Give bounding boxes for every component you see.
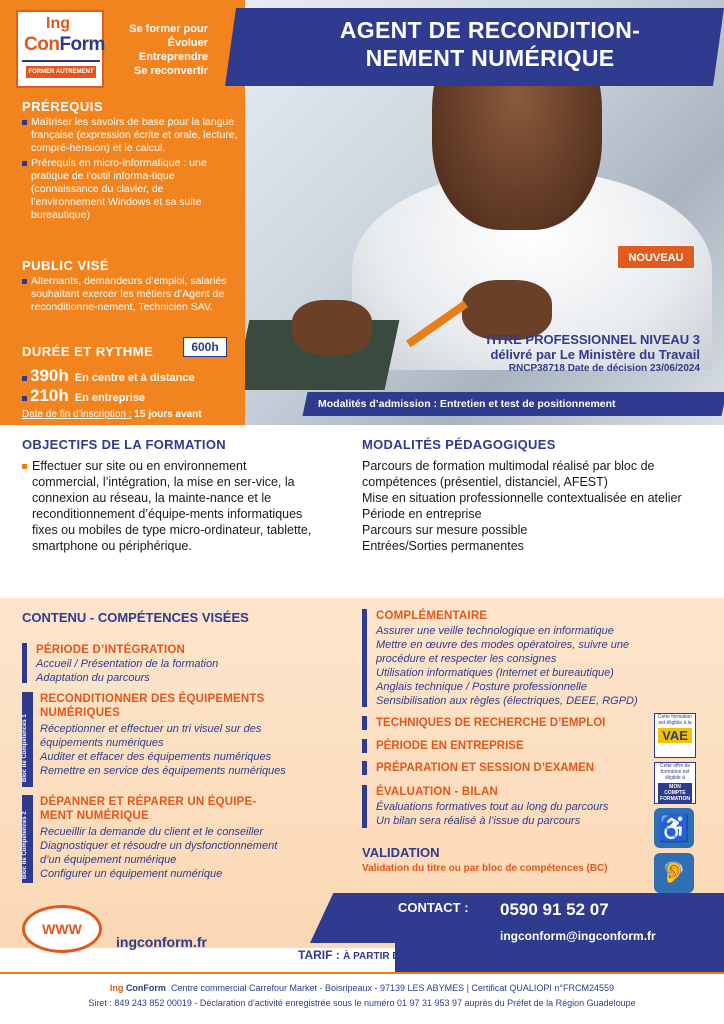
update-date: Maj. 26/05/2026 xyxy=(702,35,709,86)
contact-email[interactable]: ingconform@ingconform.fr xyxy=(500,929,656,943)
tarif: TARIF : À PARTIR DE 10,50€/h xyxy=(298,948,449,962)
evaluation-block: ÉVALUATION - BILAN Évaluations formatives tout au long du parcours Un bilan sera réalisé à l’issue du parcours xyxy=(362,785,682,830)
validation-text: Validation du titre ou par bloc de compétences (BC) xyxy=(362,863,608,874)
complementaire-block: COMPLÉMENTAIRE Assurer une veille technologique en informatique Mettre en œuvre des modes opératoires, suivre une procédure et respecter les consignes Utilisation informatiques (Internet et bureautique) Anglais technique / Posture professionnelle Sensibilisation aux règles (électriques, DEEE, RGPD) xyxy=(362,609,682,709)
hours-centre: 390h En centre et à distance xyxy=(22,366,195,386)
www-icon[interactable]: WWW xyxy=(22,905,102,953)
prerequis-heading: PRÉREQUIS xyxy=(22,99,104,114)
pedagogie-heading: MODALITÉS PÉDAGOGIQUES xyxy=(362,437,556,452)
titre-professionnel: TITRE PROFESSIONNEL NIVEAU 3 délivré par Le Ministère du Travail RNCP38718 Date de décision 23/06/2024 xyxy=(484,332,700,374)
slogans: Se former pour Évoluer Entreprendre Se reconvertir xyxy=(129,23,208,77)
public-heading: PUBLIC VISÉ xyxy=(22,258,110,273)
integration-block: PÉRIODE D’INTÉGRATION Accueil / Présentation de la formation Adaptation du parcours xyxy=(22,643,342,685)
ingconform-logo[interactable] xyxy=(16,10,104,88)
objectifs-text: Effectuer sur site ou en environnement commercial, l’intégration, la mise en ser-vice, la connexion au réseau, la mainte-nance et le reconditionnement d’équipe-ments informatiques fixes ou mobiles de type micro-ordinateur, tablette, smartphone ou périphérique. xyxy=(22,458,314,554)
logo-tagline: FORMER AUTREMENT xyxy=(26,66,96,78)
hero-section xyxy=(0,0,724,425)
modalites-admission: Modalités d’admission : Entretien et test de positionnement xyxy=(318,398,616,410)
periode-entreprise: PÉRIODE EN ENTREPRISE xyxy=(376,740,524,752)
list-item: Alternants, demandeurs d’emploi, salariés souhaitant exercer les métiers d’Agent de reconditionne-nement, Technicien SAV. xyxy=(22,275,240,314)
wheelchair-icon: ♿ xyxy=(654,808,694,848)
bloc1-title: RECONDITIONNER DES ÉQUIPEMENTS NUMÉRIQUES xyxy=(40,693,265,719)
footer-divider xyxy=(0,972,724,974)
list-item: Maîtriser les savoirs de base pour la langue française (expression écrite et orale, lecture, compré-hension) et le calcul. xyxy=(22,116,240,155)
logo-conform-text: ConForm xyxy=(24,34,105,55)
nouveau-badge: NOUVEAU xyxy=(617,245,695,269)
bloc1-block: RECONDITIONNER DES ÉQUIPEMENTS NUMÉRIQUES Réceptionner et effectuer un tri visuel sur des équipements numériques Auditer et effacer des équipements numériques Remettre en service des équipements numériques xyxy=(40,693,286,777)
validation-heading: VALIDATION xyxy=(362,845,440,860)
objectifs-heading: OBJECTIFS DE LA FORMATION xyxy=(22,437,226,452)
vae-badge: Cette formation est éligible à la VAE xyxy=(654,713,696,758)
public-list xyxy=(22,275,240,316)
contenu-heading: CONTENU - COMPÉTENCES VISÉES xyxy=(22,610,249,625)
hearing-icon: 🦻 xyxy=(654,853,694,893)
contact-label: CONTACT : xyxy=(398,900,469,915)
footer-address: Ing ConForm Centre commercial Carrefour Market - Boisripeaux - 97139 LES ABYMES | Certificat QUALIOPI n°FRCM24559 xyxy=(109,983,615,993)
website-link[interactable]: ingconform.fr xyxy=(116,934,207,950)
contact-phone[interactable]: 0590 91 52 07 xyxy=(500,900,609,919)
preparation-examen: PRÉPARATION ET SESSION D’EXAMEN xyxy=(376,762,595,774)
bloc2-tag: Bloc de Compétences 2 xyxy=(22,795,33,883)
total-hours-badge: 600h xyxy=(183,337,227,357)
prerequis-list xyxy=(22,116,240,224)
cpf-badge: Cette offre de formation est éligible à MON COMPTE FORMATION xyxy=(654,762,696,804)
pedagogie-text: Parcours de formation multimodal réalisé par bloc de compétences (présentiel, distanciel, AFEST) Mise en situation professionnelle contextualisée en atelier Période en entreprise Parcours sur mesure possible Entrées/Sorties permanentes xyxy=(362,459,682,553)
duree-heading: DURÉE ET RYTHME xyxy=(22,344,154,359)
fin-inscription: Date de fin d’inscription : 15 jours avant xyxy=(22,409,202,420)
page-title: AGENT DE RECONDITION- NEMENT NUMÉRIQUE xyxy=(339,17,641,71)
bloc1-tag: Bloc de Compétences 1 xyxy=(22,692,33,787)
bloc2-title: DÉPANNER ET RÉPARER UN ÉQUIPE- MENT NUMÉRIQUE xyxy=(40,796,257,822)
logo-ing-text: Ing xyxy=(46,15,70,32)
footer-legal: Siret : 849 243 852 00019 - Déclaration d’activité enregistrée sous le numéro 01 97 31 953 97 auprès du Préfet de la Région Guadeloupe xyxy=(88,998,636,1008)
techniques-emploi: TECHNIQUES DE RECHERCHE D’EMPLOI xyxy=(376,717,606,729)
hours-entreprise: 210h En entreprise xyxy=(22,386,145,406)
list-item: Prérequis en micro-informatique : une pratique de l’outil informa-tique (connaissance du clavier, de l’environnement Windows et sa suite bureautique) xyxy=(22,157,240,222)
bloc2-block: DÉPANNER ET RÉPARER UN ÉQUIPE- MENT NUMÉRIQUE Recueillir la demande du client et le conseiller Diagnostiquer et résoudre un dysfonctionnement d’un équipement numérique Configurer un équipement numérique xyxy=(40,796,278,880)
